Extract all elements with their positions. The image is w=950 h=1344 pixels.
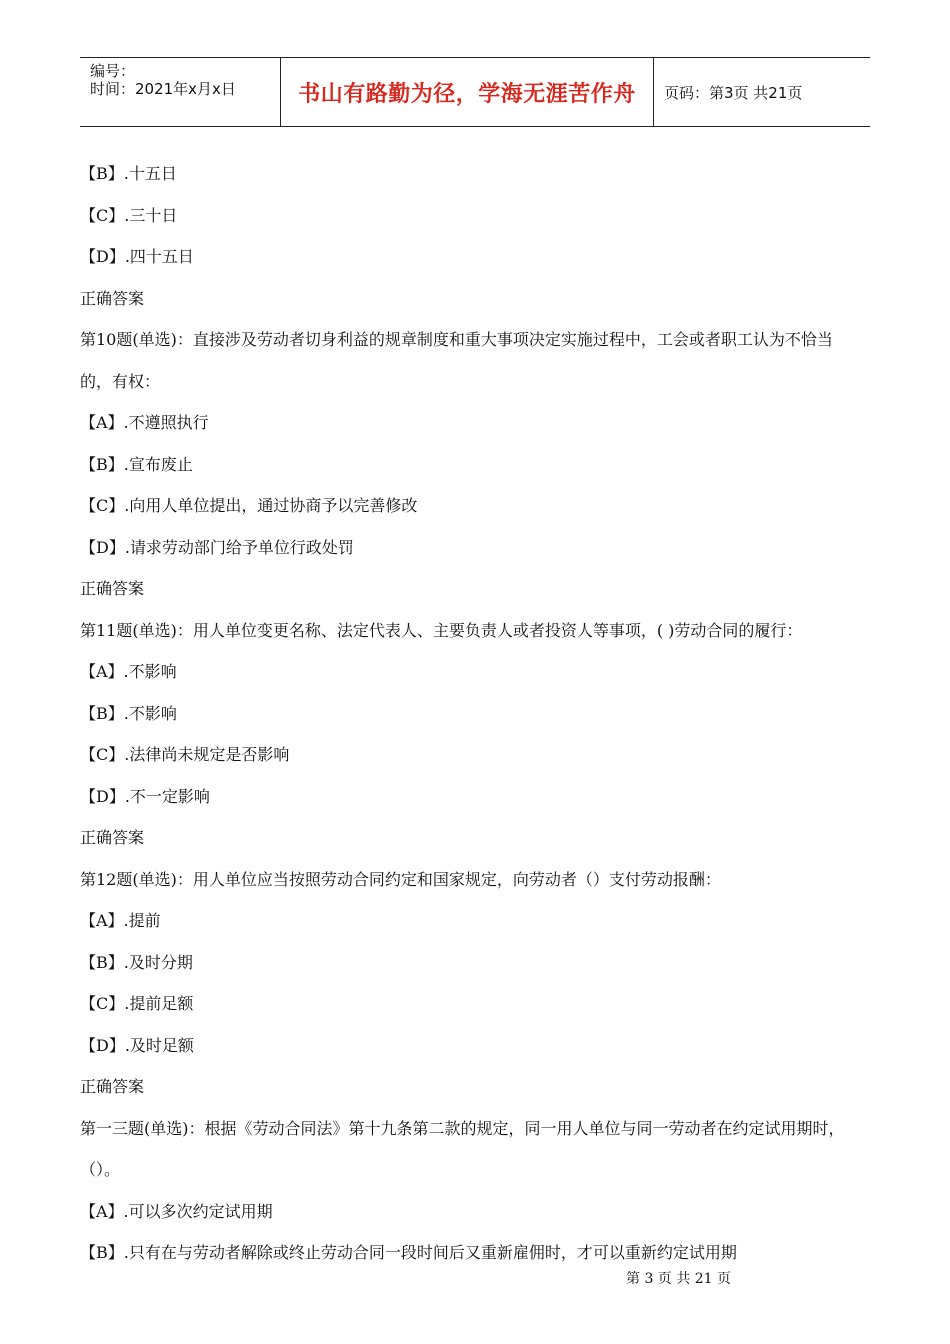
option-line: 【B】.十五日 [80,164,177,183]
question-12-text: 第12题(单选)：用人单位应当按照劳动合同约定和国家规定，向劳动者（）支付劳动报酬： [80,869,721,889]
option-line: 【D】.及时足额 [80,1035,194,1055]
document-time-label: 时间：2021年x月x日 [90,80,236,98]
option-line: 【B】.及时分期 [80,952,193,972]
question-11-text: 第11题(单选)：用人单位变更名称、法定代表人、主要负责人或者投资人等事项，( )劳动合同的履行： [80,620,803,640]
option-line: 【B】.不影响 [80,703,177,723]
option-line: 【C】.提前足额 [80,994,194,1013]
question-10-text: 第10题(单选)：直接涉及劳动者切身利益的规章制度和重大事项决定实施过程中，工会或者职工认为不恰当 [80,330,833,349]
page-header [80,57,870,127]
header-page-cell [654,58,870,126]
option-line: 【B】.只有在与劳动者解除或终止劳动合同一段时间后又重新雇佣时，才可以重新约定试用期 [80,1243,737,1262]
document-number-label: 编号： [90,62,136,80]
header-left-cell [80,58,281,126]
option-line: 【D】.请求劳动部门给予单位行政处罚 [80,537,354,557]
question-13-text: 第一三题(单选)：根据《劳动合同法》第十九条第二款的规定，同一用人单位与同一劳动者在约定试用期时， [80,1118,845,1138]
option-line: 【A】.可以多次约定试用期 [80,1201,273,1221]
option-line: 【A】.提前 [80,911,161,930]
document-body [80,153,880,1274]
answer-label: 正确答案 [80,1077,145,1096]
question-13-text-continued: （）。 [80,1160,121,1179]
option-line: 【D】.四十五日 [80,247,194,266]
answer-label: 正确答案 [80,579,145,598]
header-motto-cell [281,58,654,126]
option-line: 【C】.法律尚未规定是否影响 [80,745,290,764]
option-line: 【C】.向用人单位提出，通过协商予以完善修改 [80,496,418,515]
option-line: 【A】.不影响 [80,662,177,681]
option-line: 【D】.不一定影响 [80,786,210,806]
header-motto: 书山有路勤为径，学海无涯苦作舟 [298,80,636,107]
page-footer: 第 3 页 共 21 页 [626,1271,731,1287]
option-line: 【C】.三十日 [80,205,178,225]
option-line: 【B】.宣布废止 [80,454,193,474]
header-page-info: 页码：第3页 共21页 [664,83,803,102]
question-10-text-continued: 的，有权： [80,371,161,391]
answer-label: 正确答案 [80,288,145,308]
option-line: 【A】.不遵照执行 [80,413,209,432]
answer-label: 正确答案 [80,828,145,847]
